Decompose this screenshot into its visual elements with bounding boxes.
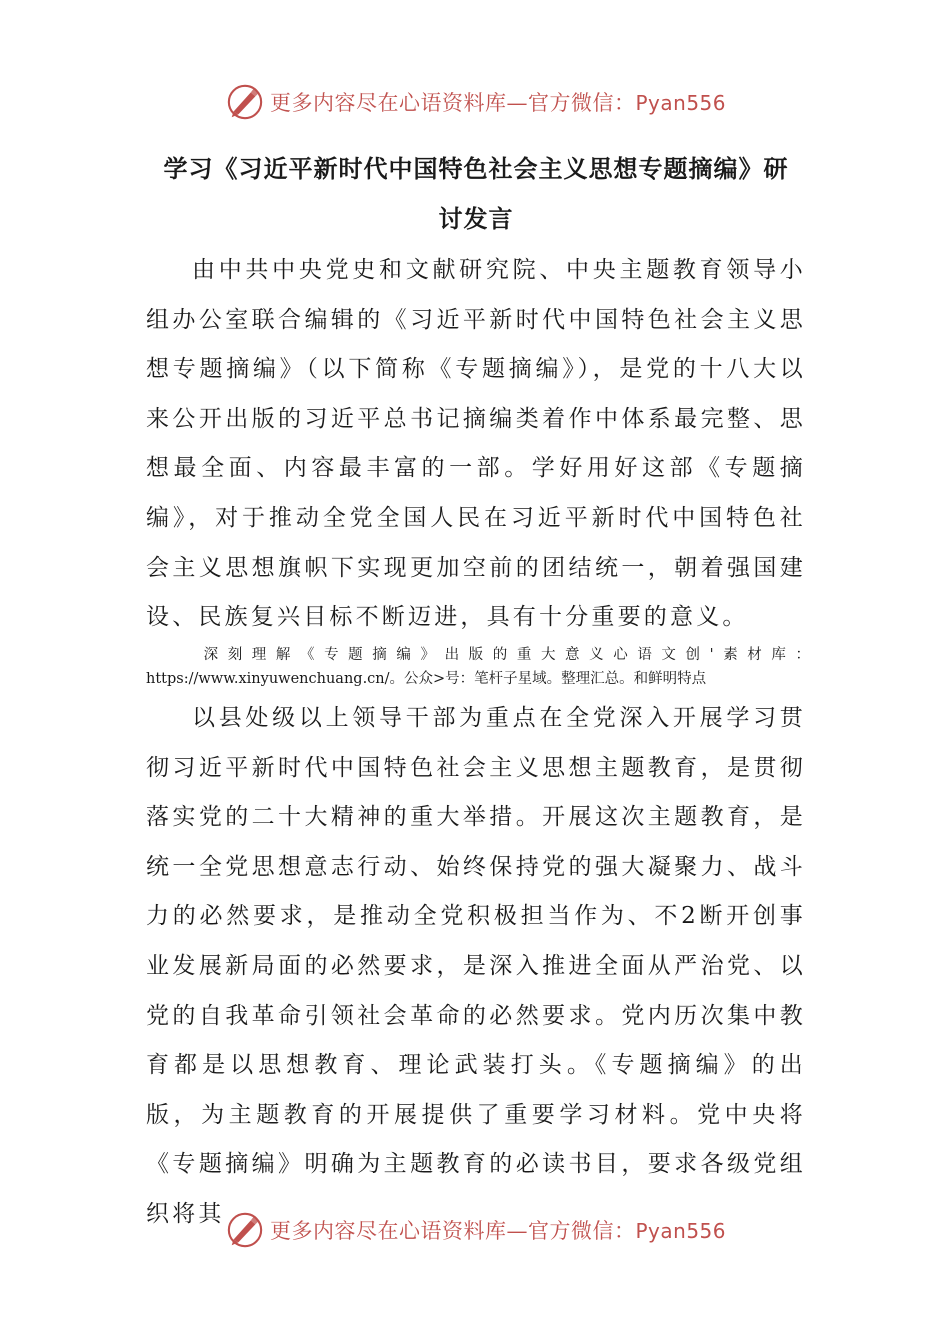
banner-wechat-id: Pyan556 <box>635 91 727 115</box>
document-title <box>146 144 806 244</box>
header-banner <box>226 82 746 122</box>
footer-banner <box>226 1210 746 1250</box>
paragraph-1 <box>146 246 806 643</box>
pen-nib-logo-icon <box>226 83 264 121</box>
pen-nib-logo-icon <box>226 1211 264 1249</box>
banner-main-text: 更多内容尽在心语资料库 <box>270 91 507 115</box>
paragraph-3-text: 以县处级以上领导干部为重点在全党深入开展学习贯彻习近平新时代中国特色社会主义思想主题教育，是贯彻落实党的二十大精神的重大举措。开展这次主题教育，是统一全党思想意志行动、始终保持党的强大凝聚力、战斗力的必然要求，是推动全党积极担当作为、不2断开创事业发展新局面的必然要求，是深入推进全面从严治党、以党的自我革命引领社会革命的必然要求。党内历次集中教育都是以思想教育、理论武装打头。《专题摘编》的出版，为主题教育的开展提供了重要学习材料。党中央将《专题摘编》明确为主题教育的必读书目，要求各级党组织将其 <box>146 705 806 1227</box>
footer-wechat-id: Pyan556 <box>635 1219 727 1243</box>
paragraph-3 <box>146 694 806 1240</box>
footer-main-text: 更多内容尽在心语资料库 <box>270 1219 507 1243</box>
footer-sub-text: —官方微信： <box>506 1219 636 1243</box>
source-note-text: 深刻理解《专题摘编》出版的重大意义心语文创'素材库：https://www.xinyuwenchuang.cn/。公众>号：笔杆子星域。整理汇总。和鲜明特点 <box>146 647 810 687</box>
title-line-1: 学习《习近平新时代中国特色社会主义思想专题摘编》研 <box>163 155 789 183</box>
banner-text <box>270 87 726 117</box>
banner-sub-text: —官方微信： <box>506 91 636 115</box>
title-line-2: 讨发言 <box>438 205 514 233</box>
footer-banner-text <box>270 1215 726 1245</box>
source-note <box>146 643 810 691</box>
paragraph-1-text: 由中共中央党史和文献研究院、中央主题教育领导小组办公室联合编辑的《习近平新时代中国特色社会主义思想专题摘编》（以下简称《专题摘编》），是党的十八大以来公开出版的习近平总书记摘编类着作中体系最完整、思想最全面、内容最丰富的一部。学好用好这部《专题摘编》，对于推动全党全国人民在习近平新时代中国特色社会主义思想旗帜下实现更加空前的团结统一，朝着强国建设、民族复兴目标不断迈进，具有十分重要的意义。 <box>146 257 806 631</box>
